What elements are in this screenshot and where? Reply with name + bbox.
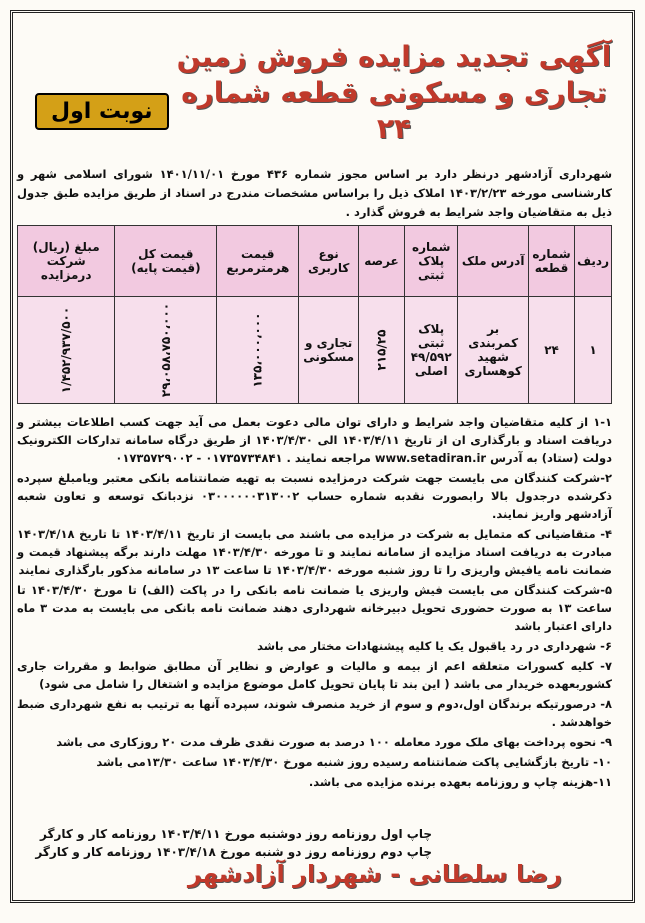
condition-item: ۴- متقاضیانی که متمایل به شرکت در مزایده می باشند می بایست از تاریخ ۱۴۰۳/۴/۱۱ تا تاریخ ۱۴۰۳/۴/۱۸ مبادرت به دریافت اسناد مزایده از سامانه نمایند و تا مورخه ۱۴۰۳/۴/۳۰ مهلت دارند برگه پیشنهاد قیمت و ضمانت نامه یافیش واریزی را تا روز شنبه مورخه ۱۴۰۳/۴/۳۰ تا ساعت ۱۳ در سامانه مذکور بارگذاری نمایند: [17, 527, 612, 577]
table-cell: تجاری و مسکونی: [299, 297, 359, 404]
table-cell: [115, 297, 217, 404]
publication-second: چاپ دوم روزنامه روز دو شنبه مورخ ۱۴۰۳/۴/۱۸ روزنامه کار و کارگر: [35, 845, 432, 859]
condition-item: ۲-شرکت کنندگان می بایست جهت شرکت درمزایده نسبت به تهیه ضمانتنامه بانکی معتبر ویامبلغ سپرده ذکرشده درجدول بالا رابصورت نقدبه شماره حساب ۰۳۰۰۰۰۰۰۳۱۳۰۰۲ نزدبانک توسعه و تعاون شعبه آزادشهر واریز نمایند.: [17, 471, 612, 521]
condition-item: ۸- درصورتیکه برندگان اول،دوم و سوم از خرید منصرف شوند، سپرده آنها به ترتیب به نفع شهرداری ضبط خواهدشد .: [17, 697, 612, 729]
condition-item: ۱۰- تاریخ بازگشایی پاکت ضمانتنامه رسیده روز شنبه مورخ ۱۴۰۳/۴/۳۰ ساعت ۱۳/۳۰می باشد: [96, 755, 612, 769]
table-cell: [358, 297, 404, 404]
ad-page: [10, 10, 635, 903]
condition-item: ۹- نحوه پرداخت بهای ملک مورد معامله ۱۰۰ درصد به صورت نقدی ظرف مدت ۲۰ روزکاری می باشد: [56, 735, 612, 749]
title-block: [174, 39, 614, 147]
table-cell-text: ۱۳۵،۰۰۰،۰۰۰: [250, 312, 265, 388]
condition-item: ۶- شهرداری در رد یاقبول یک یا کلیه پیشنهادات مختار می باشد: [257, 639, 612, 653]
condition-item: ۵-شرکت کنندگان می بایست فیش واریزی یا ضمانت نامه بانکی را در پاکت (الف) تا مورخ ۱۴۰۳/۴/۳۰ تا ساعت ۱۳ به صورت حضوری تحویل دبیرخانه شهرداری دهند ضمانت نامه بانکی می بایست به مدت ۳ ماه دارای اعتبار باشد: [17, 583, 613, 633]
table-cell: [18, 297, 115, 404]
table-cell: [217, 297, 299, 404]
title-line1: آگهی تجدید مزایده فروش زمین: [176, 40, 612, 73]
publication-first: چاپ اول روزنامه روز دوشنبه مورخ ۱۴۰۳/۴/۱۱ روزنامه کار و کارگر: [40, 827, 432, 841]
signature: رضا سلطانی - شهردار آزادشهر: [187, 860, 562, 888]
table-header: قیمت کل (قیمت پایه): [115, 226, 217, 297]
publication-dates: [35, 825, 432, 861]
conditions-list: [17, 413, 612, 793]
table-cell-text: ۲۹،۰۵۸،۷۵۰،۰۰۰: [158, 302, 173, 398]
table-header: قیمت هرمترمربع: [217, 226, 299, 297]
table-row: [18, 297, 612, 404]
condition-item: ۷- کلیه کسورات متعلقه اعم از بیمه و مالیات و عوارض و نظایر آن مطابق ضوابط و مقررات جاری کشوربعهده خریدار می باشد ( این بند تا پایان تحویل کامل موضوع مزایده و اشتغال را شامل می شود): [17, 659, 612, 691]
table-header: شماره پلاک ثبتی: [404, 226, 457, 297]
table-header-row: [18, 226, 612, 297]
table-header: ردیف: [575, 226, 612, 297]
condition-item: ۱۱-هزینه چاپ و روزنامه بعهده برنده مزایده می باشد.: [308, 775, 612, 789]
table-header: آدرس ملک: [458, 226, 529, 297]
condition-item: ۱-۱ از کلیه متقاضیان واجد شرایط و دارای توان مالی دعوت بعمل می آید جهت کسب اطلاعات بیشتر و دریافت اسناد و بارگذاری ان از تاریخ ۱۴۰۳/۴/۱۱ الی ۱۴۰۳/۴/۳۰ از طریق درگاه سامانه تدارکات الکترونیک دولت (ستاد) به آدرس www.setadiran.ir مراجعه نمایند . ۰۱۷۳۵۷۳۴۸۴۱ - ۰۱۷۳۵۷۲۹۰۰۲: [17, 415, 612, 465]
table-header: عرصه: [358, 226, 404, 297]
table-header: مبلغ (ریال) شرکت درمزایده: [18, 226, 115, 297]
table-cell: ۲۴: [528, 297, 574, 404]
table-cell-text: ۱/۴۵۲/۹۳۷/۵۰۰: [59, 306, 74, 394]
table-header: نوع کاربری: [299, 226, 359, 297]
table-header: شماره قطعه: [528, 226, 574, 297]
table-cell: پلاک ثبتی ۴۹/۵۹۲ اصلی: [404, 297, 457, 404]
table-cell-text: ۲۱۵/۲۵: [374, 329, 389, 371]
round-badge: نوبت اول: [35, 93, 169, 130]
title-line2: تجاری و مسکونی قطعه شماره ۲۴: [181, 76, 607, 145]
table-cell: بر کمربندی شهید کوهساری: [458, 297, 529, 404]
intro-text: شهرداری آزادشهر درنظر دارد بر اساس مجوز شماره ۴۳۶ مورخ ۱۴۰۱/۱۱/۰۱ شورای اسلامی شهر و کارشناسی مورخه ۱۴۰۳/۲/۲۳ املاک ذیل را براساس مشخصات مندرج در اسناد از طریق مزایده طبق جدول ذیل به متقاضیان واجد شرایط به فروش گذارد .: [17, 167, 613, 219]
auction-table: [17, 225, 612, 404]
table-cell: ۱: [575, 297, 612, 404]
